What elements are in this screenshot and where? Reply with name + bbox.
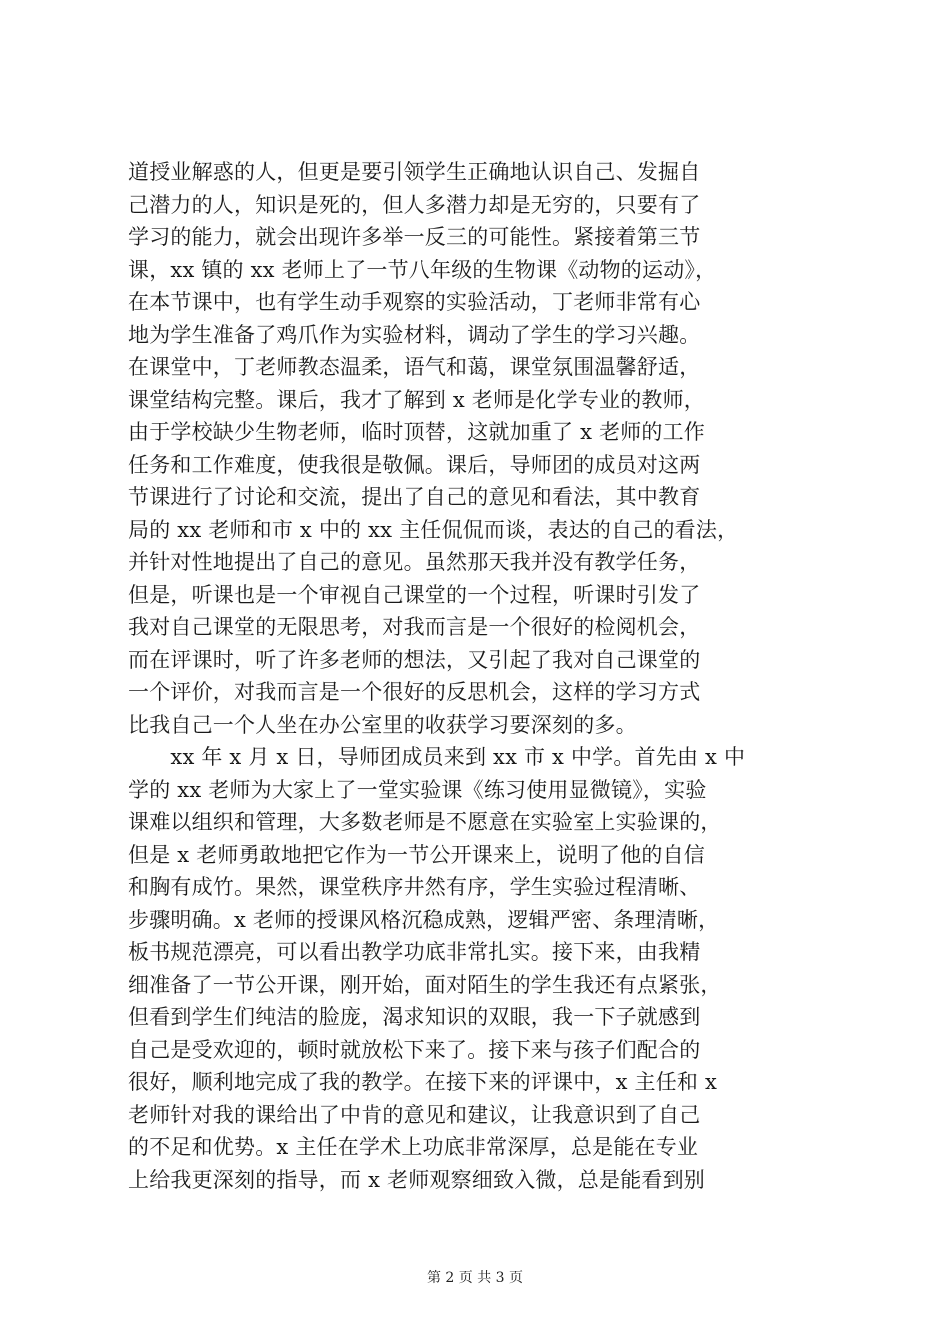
text-line: 道授业解惑的人，但更是要引领学生正确地认识自己、发掘自	[128, 160, 701, 184]
text-line: 但是 x 老师勇敢地把它作为一节公开课来上，说明了他的自信	[128, 842, 705, 867]
text-line: 学的 xx 老师为大家上了一堂实验课《练习使用显微镜》，实验	[128, 777, 707, 802]
text-line: 局的 xx 老师和市 x 中的 xx 主任侃侃而谈，表达的自己的看法，	[128, 517, 739, 542]
text-line: 上给我更深刻的指导，而 x 老师观察细致入微，总是能看到别	[128, 1167, 705, 1192]
text-line: 老师针对我的课给出了中肯的意见和建议，让我意识到了自己	[128, 1102, 701, 1127]
text-line: 在课堂中，丁老师教态温柔，语气和蔼，课堂氛围温馨舒适，	[128, 355, 701, 379]
text-line: 地为学生准备了鸡爪作为实验材料，调动了学生的学习兴趣。	[128, 322, 701, 347]
text-line: 课，xx 镇的 xx 老师上了一节八年级的生物课《动物的运动》，	[128, 257, 717, 282]
text-line: 很好，顺利地完成了我的教学。在接下来的评课中，x 主任和 x	[128, 1070, 718, 1094]
text-line: 学习的能力，就会出现许多举一反三的可能性。紧接着第三节	[128, 225, 701, 249]
page-footer: 第 2 页 共 3 页	[426, 1270, 524, 1286]
text-line: 但看到学生们纯洁的脸庞，渴求知识的双眼，我一下子就感到	[128, 1005, 701, 1029]
text-line: 而在评课时，听了许多老师的想法，又引起了我对自己课堂的	[128, 647, 701, 672]
text-line: 课堂结构完整。课后，我才了解到 x 老师是化学专业的教师，	[128, 387, 705, 412]
text-line: 一个评价，对我而言是一个很好的反思机会，这样的学习方式	[128, 680, 701, 704]
text-line: 己潜力的人，知识是死的，但人多潜力却是无穷的，只要有了	[128, 192, 701, 217]
text-line: 细准备了一节公开课，刚开始，面对陌生的学生我还有点紧张，	[128, 972, 722, 997]
text-line: 节课进行了讨论和交流，提出了自己的意见和看法，其中教育	[128, 485, 701, 509]
text-line: 由于学校缺少生物老师，临时顶替，这就加重了 x 老师的工作	[128, 420, 705, 444]
text-line: 比我自己一个人坐在办公室里的收获学习要深刻的多。	[128, 712, 637, 737]
text-line: 自己是受欢迎的，顿时就放松下来了。接下来与孩子们配合的	[128, 1037, 701, 1062]
text-line: 在本节课中，也有学生动手观察的实验活动，丁老师非常有心	[128, 290, 701, 314]
text-line: 但是，听课也是一个审视自己课堂的一个过程，听课时引发了	[128, 582, 701, 607]
text-line: 和胸有成竹。果然，课堂秩序井然有序，学生实验过程清晰、	[128, 875, 701, 899]
text-line: 并针对性地提出了自己的意见。虽然那天我并没有教学任务，	[128, 550, 701, 574]
text-line: xx 年 x 月 x 日，导师团成员来到 xx 市 x 中学。首先由 x 中	[128, 745, 746, 769]
body-text	[128, 156, 828, 1196]
text-line: 任务和工作难度，使我很是敬佩。课后，导师团的成员对这两	[128, 452, 701, 477]
text-line: 课难以组织和管理，大多数老师是不愿意在实验室上实验课的，	[128, 810, 722, 834]
text-line: 我对自己课堂的无限思考，对我而言是一个很好的检阅机会，	[128, 615, 701, 639]
text-line: 的不足和优势。x 主任在学术上功底非常深厚，总是能在专业	[128, 1135, 699, 1159]
text-line: 步骤明确。x 老师的授课风格沉稳成熟，逻辑严密、条理清晰，	[128, 907, 720, 932]
text-line: 板书规范漂亮，可以看出教学功底非常扎实。接下来，由我精	[128, 940, 701, 964]
